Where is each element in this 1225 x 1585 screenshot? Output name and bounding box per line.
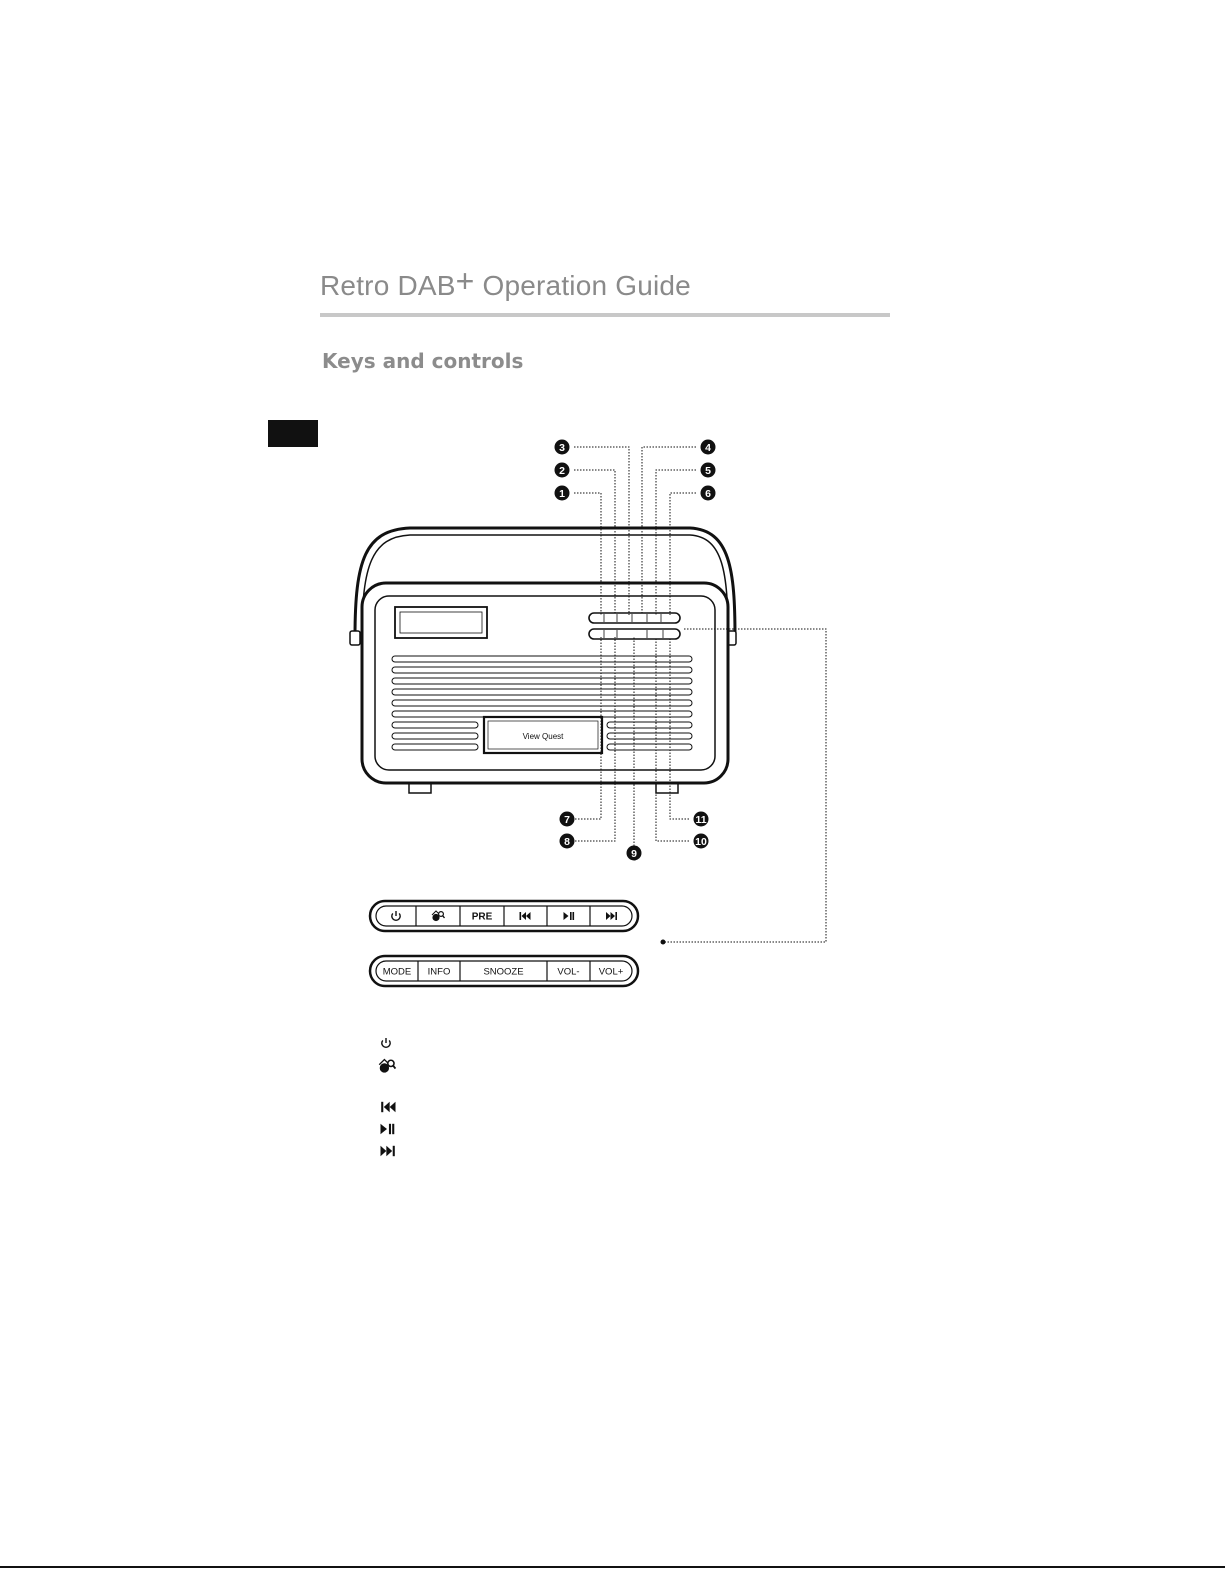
strip-button-label: VOL- — [557, 966, 580, 978]
callout-4 — [701, 440, 716, 455]
strip-button-scan — [416, 906, 445, 926]
callout-number: 5 — [705, 464, 711, 477]
callout-number: 6 — [705, 487, 711, 500]
section-heading: Keys and controls — [322, 349, 524, 373]
callout-number: 1 — [559, 487, 565, 500]
enlarged-bottom-strip — [370, 956, 638, 986]
callout-number: 9 — [631, 847, 637, 860]
title-main: Retro DAB — [320, 270, 456, 301]
strip-button-power — [392, 911, 400, 920]
strip-button-pre — [460, 906, 493, 926]
play-pause-icon — [564, 912, 575, 920]
footer-rule — [0, 1566, 1225, 1568]
strip-button-label: PRE — [471, 911, 493, 923]
callout-5 — [701, 463, 716, 478]
callout-3 — [555, 440, 570, 455]
strip-button-label: INFO — [427, 966, 451, 978]
leader-anchor-dot — [661, 940, 666, 945]
strip-button-skip-forward — [590, 906, 617, 926]
callout-number: 7 — [564, 813, 570, 826]
callout-6 — [701, 486, 716, 501]
strip-button-play-pause — [547, 906, 574, 926]
callout-9 — [627, 846, 642, 861]
radio-illustration — [350, 528, 736, 793]
callout-2 — [555, 463, 570, 478]
enlarged-top-strip — [370, 901, 638, 931]
strip-button-label: SNOOZE — [483, 966, 524, 978]
strip-button-vol — [590, 961, 624, 981]
strip-button-skip-back — [504, 906, 531, 926]
legend-power-icon — [382, 1038, 390, 1047]
skip-forward-icon — [606, 912, 617, 920]
title-plus: + — [455, 263, 475, 299]
skip-back-icon — [520, 912, 531, 920]
callout-number: 8 — [564, 835, 570, 848]
legend-skip-forward-icon — [381, 1146, 395, 1156]
scan-icon — [432, 911, 445, 921]
strip-button-snooze — [460, 961, 524, 981]
legend-scan-icon — [379, 1060, 395, 1073]
brand-label: View Quest — [522, 732, 564, 741]
callout-1 — [555, 486, 570, 501]
strip-button-info — [418, 961, 450, 981]
callout-number: 11 — [695, 813, 707, 826]
callout-number: 10 — [695, 835, 707, 848]
title-rest: Operation Guide — [474, 270, 691, 301]
callout-number: 4 — [705, 441, 711, 454]
callout-number: 3 — [559, 441, 565, 454]
callout-number: 2 — [559, 464, 565, 477]
strip-button-mode — [383, 967, 412, 978]
callout-10 — [694, 834, 709, 849]
callout-8 — [560, 834, 575, 849]
icon-legend — [379, 1038, 395, 1156]
legend-play-pause-icon — [381, 1124, 395, 1134]
callout-7 — [560, 812, 575, 827]
strip-button-label: MODE — [382, 966, 412, 978]
power-icon — [392, 911, 400, 920]
callout-11 — [694, 812, 709, 827]
legend-skip-back-icon — [381, 1102, 395, 1112]
strip-button-vol — [547, 961, 580, 981]
strip-button-label: VOL+ — [598, 966, 624, 978]
